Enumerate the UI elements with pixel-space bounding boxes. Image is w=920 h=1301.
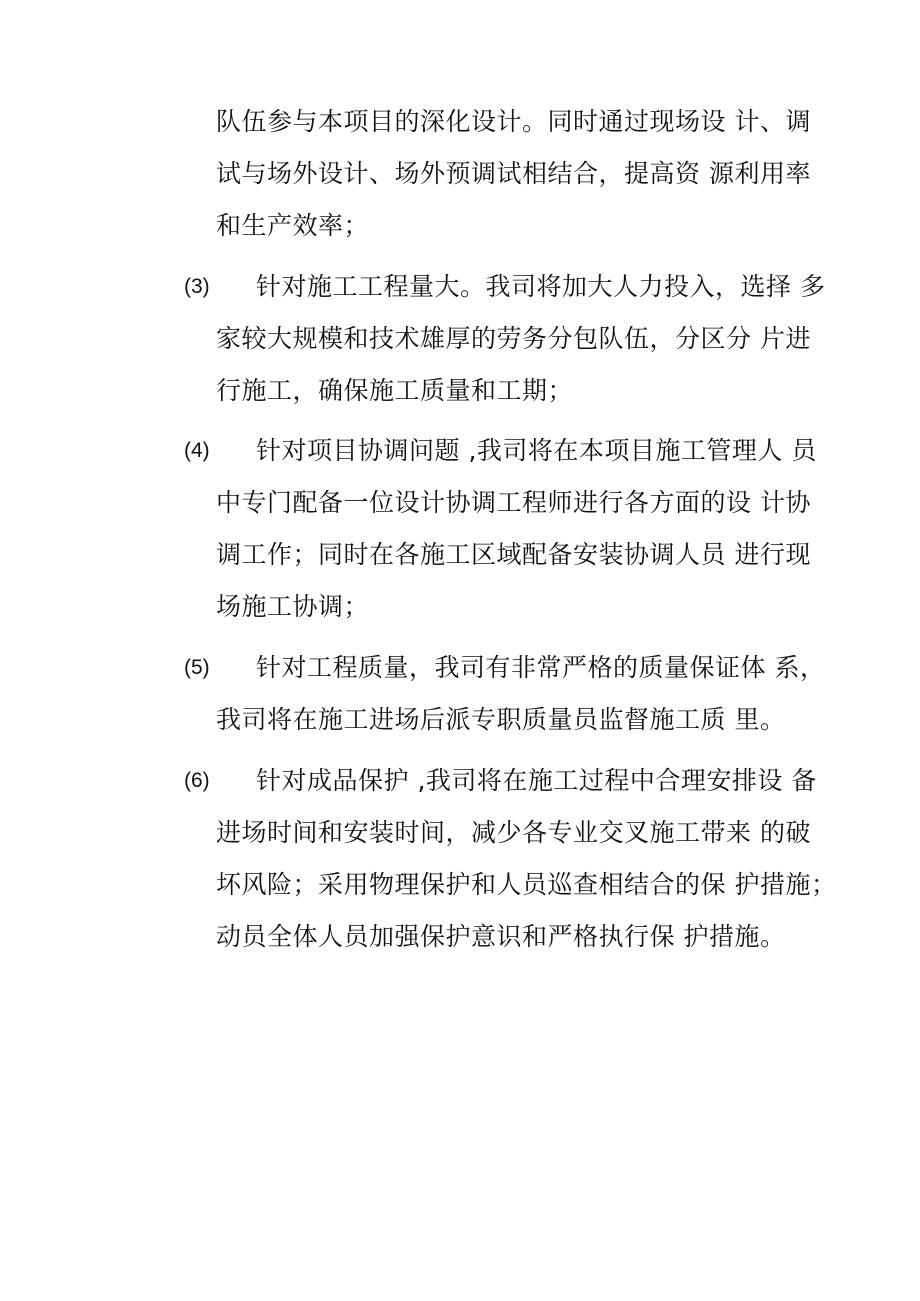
item-number-4: (4) (184, 439, 210, 462)
intro-line-2: 试与场外设计、场外预调试相结合，提高资 源利用率 (216, 159, 811, 188)
item-3-line-2: 家较大规模和技术雄厚的劳务分包队伍，分区分 片进 (216, 324, 811, 353)
item-3-line-1: 针对施工工程量大。我司将加大人力投入，选择 多 (256, 272, 826, 301)
intro-line-3: 和生产效率； (216, 211, 370, 240)
item-5-line-1: 针对工程质量，我司有非常严格的质量保证体 系， (256, 653, 826, 682)
item-number-5: (5) (184, 656, 210, 679)
item-number-6: (6) (184, 769, 210, 792)
item-5-line-2: 我司将在施工进场后派专职质量员监督施工质 里。 (216, 705, 786, 734)
item-4-line-2: 中专门配备一位设计协调工程师进行各方面的设 计协 (216, 488, 811, 517)
item-3-line-3: 行施工，确保施工质量和工期； (216, 376, 574, 405)
item-4-line-3: 调工作；同时在各施工区域配备安装协调人员 进行现 (216, 540, 811, 569)
item-6-line-1: 针对成品保护 ,我司将在施工过程中合理安排设 备 (256, 766, 817, 795)
item-6-line-4: 动员全体人员加强保护意识和严格执行保 护措施。 (216, 922, 786, 951)
intro-line-1: 队伍参与本项目的深化设计。同时通过现场设 计、调 (216, 107, 811, 136)
item-4-line-1: 针对项目协调问题 ,我司将在本项目施工管理人 员 (256, 436, 817, 465)
item-number-3: (3) (184, 275, 210, 298)
item-6-line-3: 坏风险；采用物理保护和人员巡查相结合的保 护措施； (216, 870, 837, 899)
item-6-line-2: 进场时间和安装时间，减少各专业交叉施工带来 的破 (216, 818, 811, 847)
item-4-line-4: 场施工协调； (216, 592, 370, 621)
